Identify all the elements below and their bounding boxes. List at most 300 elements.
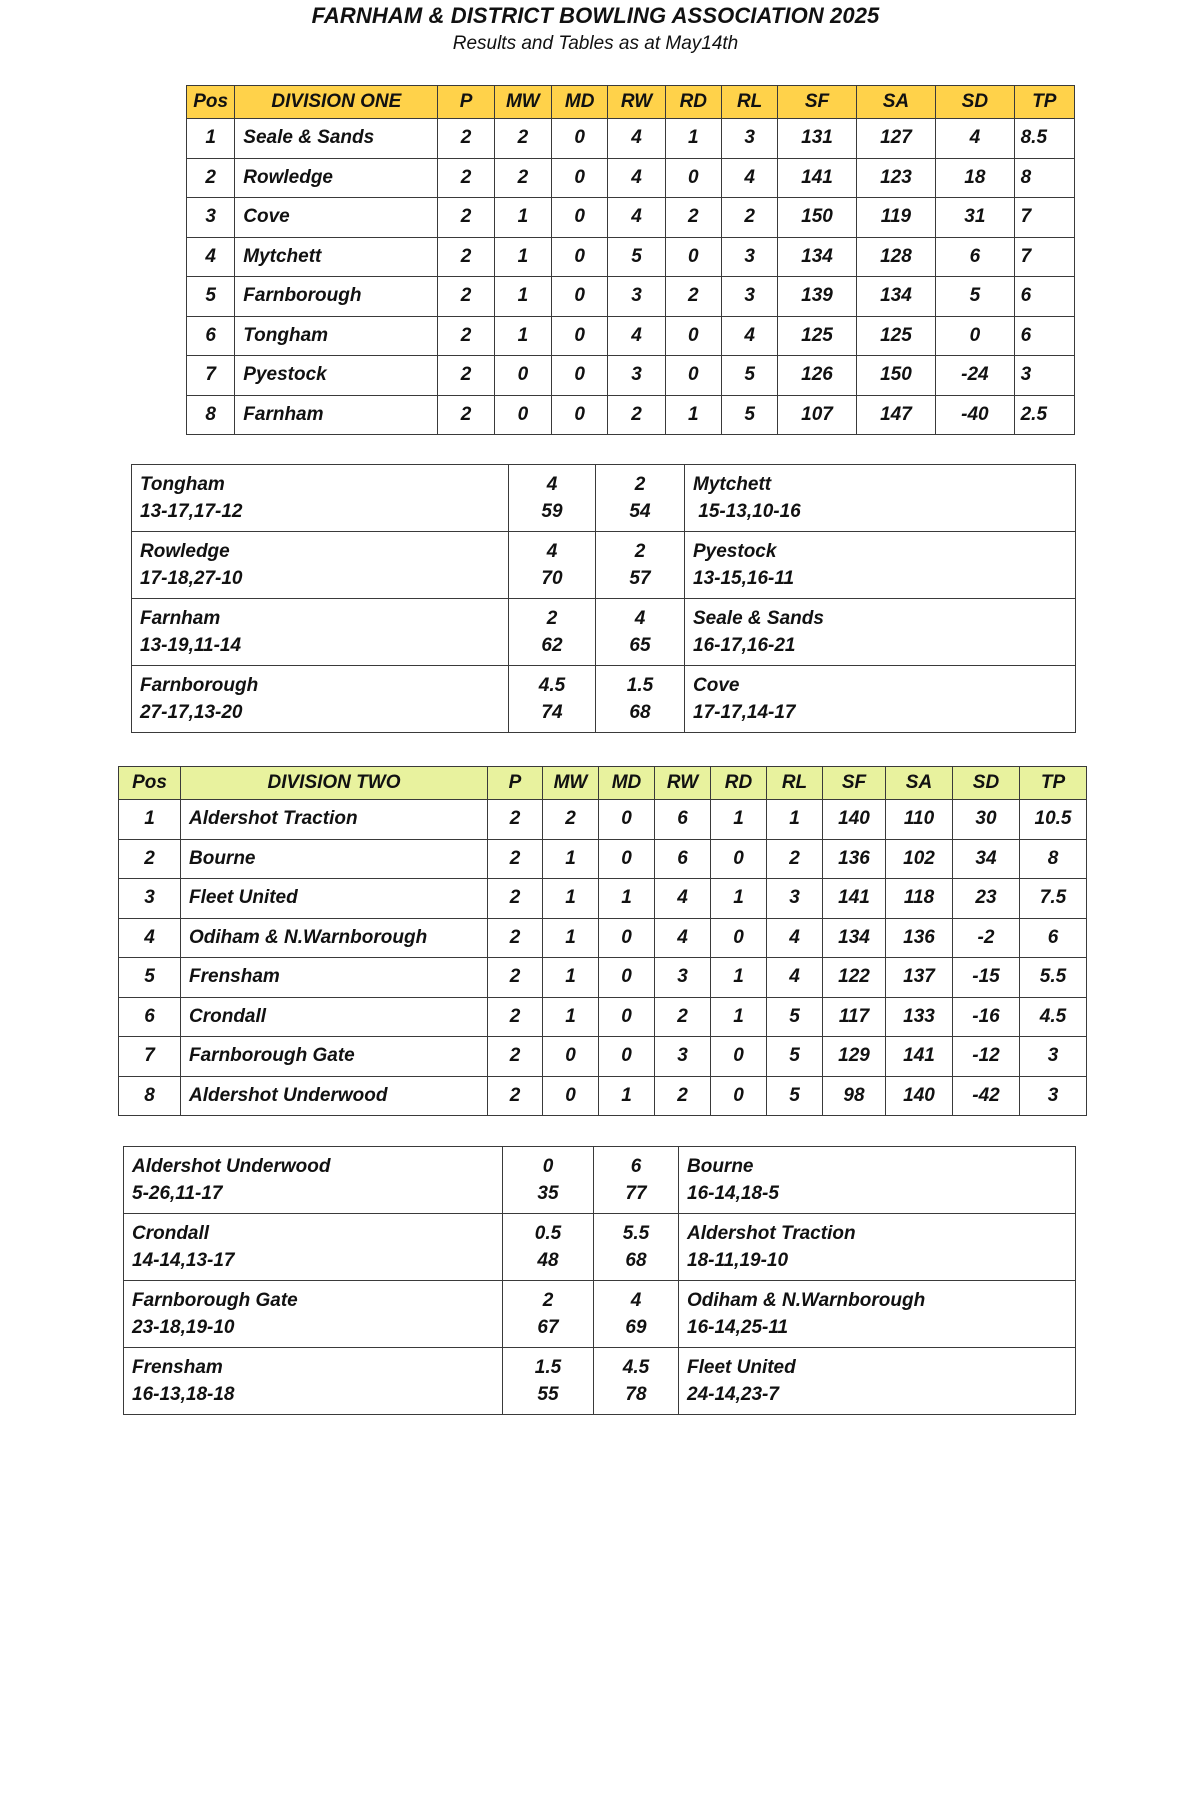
home-end-scores: 13-17,17-12: [140, 501, 243, 522]
result-cell: [685, 666, 1076, 733]
division-two-rows: [119, 800, 1087, 1116]
home-team: Farnborough: [140, 675, 259, 696]
header-sf: SF: [823, 767, 886, 800]
cell-md: 1: [599, 1076, 655, 1116]
cell-md: 0: [599, 1037, 655, 1077]
header-tp: TP: [1014, 86, 1074, 119]
cell-sd: 34: [953, 839, 1020, 879]
cell-rl: 3: [767, 879, 823, 919]
result-cell: [596, 532, 685, 599]
cell-sd: -42: [953, 1076, 1020, 1116]
away-shots: 65: [629, 635, 651, 656]
cell-rl: 3: [721, 237, 777, 277]
cell-tp: 8: [1014, 158, 1074, 198]
home-points: 0: [542, 1156, 554, 1177]
cell-team: Aldershot Traction: [181, 800, 488, 840]
cell-rw: 4: [655, 918, 711, 958]
home-points: 1.5: [534, 1357, 562, 1378]
result-cell: [132, 666, 509, 733]
result-cell: [132, 599, 509, 666]
cell-team: Odiham & N.Warnborough: [181, 918, 488, 958]
header-pos: Pos: [187, 86, 235, 119]
cell-p: 2: [488, 879, 543, 919]
cell-md: 0: [599, 958, 655, 998]
cell-rw: 2: [655, 997, 711, 1037]
cell-rw: 3: [655, 1037, 711, 1077]
cell-rd: 0: [665, 158, 721, 198]
cell-sf: 134: [823, 918, 886, 958]
cell-rd: 1: [665, 119, 721, 159]
cell-tp: 7: [1014, 198, 1074, 238]
cell-pos: 1: [119, 800, 181, 840]
header-tp: TP: [1020, 767, 1087, 800]
cell-rd: 1: [665, 395, 721, 435]
cell-sd: 18: [936, 158, 1014, 198]
cell-sa: 125: [856, 316, 935, 356]
cell-mw: 2: [494, 119, 551, 159]
cell-p: 2: [488, 1076, 543, 1116]
home-team: Tongham: [140, 474, 225, 495]
cell-sa: 140: [886, 1076, 953, 1116]
table-row: [187, 198, 1075, 238]
result-cell: [124, 1348, 503, 1415]
cell-rd: 0: [665, 316, 721, 356]
cell-rl: 5: [767, 997, 823, 1037]
cell-sa: 141: [886, 1037, 953, 1077]
cell-tp: 3: [1020, 1076, 1087, 1116]
table-header-row: [187, 86, 1075, 119]
away-points: 4: [630, 1290, 642, 1311]
cell-pos: 4: [119, 918, 181, 958]
home-points: 4: [546, 541, 558, 562]
home-shots: 55: [537, 1384, 559, 1405]
cell-tp: 6: [1014, 277, 1074, 317]
cell-tp: 8: [1020, 839, 1087, 879]
table-row: [119, 1037, 1087, 1077]
result-cell: [685, 465, 1076, 532]
cell-sd: 31: [936, 198, 1014, 238]
cell-rw: 2: [655, 1076, 711, 1116]
result-cell: [509, 465, 596, 532]
home-shots: 74: [541, 702, 563, 723]
table-row: [187, 158, 1075, 198]
cell-team: Pyestock: [235, 356, 438, 396]
cell-rd: 1: [711, 800, 767, 840]
cell-team: Rowledge: [235, 158, 438, 198]
cell-tp: 8.5: [1014, 119, 1074, 159]
cell-pos: 3: [187, 198, 235, 238]
home-team: Farnborough Gate: [132, 1290, 298, 1311]
away-end-scores: 16-14,25-11: [687, 1317, 789, 1338]
cell-sd: 0: [936, 316, 1014, 356]
away-team: Bourne: [687, 1156, 754, 1177]
away-points: 5.5: [622, 1223, 650, 1244]
table-row: [119, 918, 1087, 958]
result-cell: [685, 599, 1076, 666]
header-mw: MW: [494, 86, 551, 119]
result-cell: [594, 1281, 679, 1348]
away-team: Pyestock: [693, 541, 777, 562]
home-shots: 35: [537, 1183, 559, 1204]
home-shots: 70: [541, 568, 563, 589]
away-points: 1.5: [626, 675, 654, 696]
cell-rw: 6: [655, 800, 711, 840]
cell-sd: 4: [936, 119, 1014, 159]
cell-mw: 2: [494, 158, 551, 198]
home-end-scores: 16-13,18-18: [132, 1384, 235, 1405]
cell-rw: 4: [608, 316, 665, 356]
cell-rd: 0: [711, 1076, 767, 1116]
away-end-scores: 16-17,16-21: [693, 635, 796, 656]
result-row: [124, 1348, 1076, 1415]
cell-rl: 3: [721, 119, 777, 159]
cell-sf: 126: [778, 356, 856, 396]
cell-p: 2: [438, 198, 494, 238]
home-points: 2: [546, 608, 558, 629]
header-division: DIVISION ONE: [235, 86, 438, 119]
cell-team: Bourne: [181, 839, 488, 879]
away-points: 2: [634, 541, 646, 562]
cell-rl: 1: [767, 800, 823, 840]
cell-mw: 1: [494, 237, 551, 277]
cell-p: 2: [488, 1037, 543, 1077]
away-end-scores: 15-13,10-16: [693, 501, 801, 522]
home-end-scores: 13-19,11-14: [140, 635, 242, 656]
division-two-table: [118, 766, 1087, 1116]
cell-sa: 147: [856, 395, 935, 435]
cell-sa: 134: [856, 277, 935, 317]
cell-sd: 5: [936, 277, 1014, 317]
cell-team: Frensham: [181, 958, 488, 998]
result-cell: [594, 1147, 679, 1214]
cell-rl: 2: [721, 198, 777, 238]
cell-sd: 30: [953, 800, 1020, 840]
table-row: [187, 316, 1075, 356]
cell-md: 0: [599, 839, 655, 879]
cell-sa: 102: [886, 839, 953, 879]
away-team: Odiham & N.Warnborough: [687, 1290, 926, 1311]
header-rl: RL: [767, 767, 823, 800]
cell-team: Mytchett: [235, 237, 438, 277]
result-cell: [679, 1147, 1076, 1214]
table-row: [119, 997, 1087, 1037]
away-team: Aldershot Traction: [687, 1223, 856, 1244]
cell-tp: 3: [1020, 1037, 1087, 1077]
cell-team: Tongham: [235, 316, 438, 356]
header-rl: RL: [721, 86, 777, 119]
away-shots: 54: [629, 501, 651, 522]
cell-rd: 2: [665, 277, 721, 317]
cell-rw: 6: [655, 839, 711, 879]
cell-mw: 1: [543, 918, 599, 958]
away-shots: 68: [629, 702, 651, 723]
home-team: Rowledge: [140, 541, 230, 562]
header-division: DIVISION TWO: [181, 767, 488, 800]
home-end-scores: 14-14,13-17: [132, 1250, 235, 1271]
result-row: [132, 599, 1076, 666]
cell-pos: 1: [187, 119, 235, 159]
header-sa: SA: [856, 86, 935, 119]
cell-p: 2: [438, 356, 494, 396]
result-cell: [503, 1214, 594, 1281]
cell-rw: 4: [608, 198, 665, 238]
home-points: 2: [542, 1290, 554, 1311]
cell-tp: 7: [1014, 237, 1074, 277]
header-mw: MW: [543, 767, 599, 800]
result-cell: [596, 465, 685, 532]
cell-rw: 3: [608, 277, 665, 317]
cell-rd: 0: [711, 1037, 767, 1077]
cell-p: 2: [488, 839, 543, 879]
cell-p: 2: [488, 958, 543, 998]
cell-mw: 0: [543, 1037, 599, 1077]
cell-sf: 140: [823, 800, 886, 840]
home-shots: 62: [541, 635, 563, 656]
cell-sf: 117: [823, 997, 886, 1037]
cell-sa: 123: [856, 158, 935, 198]
cell-pos: 3: [119, 879, 181, 919]
result-cell: [503, 1147, 594, 1214]
cell-rl: 5: [721, 395, 777, 435]
division-one-table: [186, 85, 1075, 435]
cell-p: 2: [488, 997, 543, 1037]
result-cell: [685, 532, 1076, 599]
cell-tp: 7.5: [1020, 879, 1087, 919]
home-points: 4.5: [538, 675, 566, 696]
cell-sa: 128: [856, 237, 935, 277]
table-row: [119, 879, 1087, 919]
page-subtitle: Results and Tables as at May14th: [452, 33, 739, 54]
away-points: 2: [634, 474, 646, 495]
table-row: [187, 356, 1075, 396]
cell-sa: 136: [886, 918, 953, 958]
home-end-scores: 17-18,27-10: [140, 568, 243, 589]
cell-md: 0: [552, 395, 608, 435]
cell-sf: 98: [823, 1076, 886, 1116]
cell-p: 2: [488, 800, 543, 840]
cell-sf: 122: [823, 958, 886, 998]
result-cell: [124, 1214, 503, 1281]
cell-p: 2: [438, 119, 494, 159]
result-row: [132, 465, 1076, 532]
header-sf: SF: [778, 86, 856, 119]
cell-rd: 2: [665, 198, 721, 238]
cell-md: 0: [552, 119, 608, 159]
header-md: MD: [552, 86, 608, 119]
cell-md: 0: [599, 800, 655, 840]
result-cell: [124, 1147, 503, 1214]
cell-sd: 6: [936, 237, 1014, 277]
cell-tp: 5.5: [1020, 958, 1087, 998]
cell-sd: -40: [936, 395, 1014, 435]
cell-rl: 5: [721, 356, 777, 396]
away-team: Seale & Sands: [693, 608, 824, 629]
cell-rw: 4: [608, 119, 665, 159]
cell-rd: 0: [665, 237, 721, 277]
cell-md: 0: [599, 997, 655, 1037]
home-shots: 48: [537, 1250, 559, 1271]
cell-p: 2: [438, 158, 494, 198]
cell-mw: 1: [494, 277, 551, 317]
home-end-scores: 23-18,19-10: [132, 1317, 235, 1338]
cell-rl: 3: [721, 277, 777, 317]
cell-rd: 1: [711, 958, 767, 998]
home-team: Frensham: [132, 1357, 223, 1378]
home-points: 4: [546, 474, 558, 495]
away-points: 4.5: [622, 1357, 650, 1378]
header-md: MD: [599, 767, 655, 800]
cell-tp: 6: [1020, 918, 1087, 958]
cell-pos: 2: [187, 158, 235, 198]
result-cell: [594, 1348, 679, 1415]
cell-md: 1: [599, 879, 655, 919]
cell-rw: 3: [608, 356, 665, 396]
cell-team: Cove: [235, 198, 438, 238]
result-cell: [503, 1348, 594, 1415]
cell-tp: 3: [1014, 356, 1074, 396]
home-points: 0.5: [534, 1223, 562, 1244]
cell-mw: 1: [494, 198, 551, 238]
header-p: P: [438, 86, 494, 119]
cell-rw: 2: [608, 395, 665, 435]
result-row: [124, 1147, 1076, 1214]
away-team: Mytchett: [693, 474, 772, 495]
cell-mw: 2: [543, 800, 599, 840]
cell-pos: 7: [119, 1037, 181, 1077]
result-cell: [509, 532, 596, 599]
home-team: Aldershot Underwood: [132, 1156, 331, 1177]
cell-sf: 141: [823, 879, 886, 919]
header-sd: SD: [953, 767, 1020, 800]
cell-sf: 134: [778, 237, 856, 277]
away-end-scores: 24-14,23-7: [687, 1384, 779, 1405]
cell-mw: 1: [543, 958, 599, 998]
result-cell: [679, 1281, 1076, 1348]
result-cell: [596, 666, 685, 733]
division-one-results: [131, 464, 1076, 733]
cell-sd: -2: [953, 918, 1020, 958]
cell-sf: 150: [778, 198, 856, 238]
result-row: [132, 666, 1076, 733]
result-cell: [132, 532, 509, 599]
cell-rd: 1: [711, 879, 767, 919]
cell-team: Farnham: [235, 395, 438, 435]
cell-sd: -15: [953, 958, 1020, 998]
cell-rl: 2: [767, 839, 823, 879]
cell-pos: 2: [119, 839, 181, 879]
cell-team: Farnborough: [235, 277, 438, 317]
page-title: FARNHAM & DISTRICT BOWLING ASSOCIATION 2025: [311, 3, 880, 28]
cell-pos: 8: [187, 395, 235, 435]
cell-p: 2: [438, 316, 494, 356]
cell-md: 0: [599, 918, 655, 958]
cell-tp: 4.5: [1020, 997, 1087, 1037]
cell-rw: 4: [608, 158, 665, 198]
cell-mw: 0: [494, 395, 551, 435]
cell-tp: 6: [1014, 316, 1074, 356]
cell-md: 0: [552, 356, 608, 396]
away-shots: 77: [625, 1183, 647, 1204]
cell-team: Crondall: [181, 997, 488, 1037]
cell-rl: 5: [767, 1037, 823, 1077]
cell-rd: 0: [665, 356, 721, 396]
cell-md: 0: [552, 237, 608, 277]
division-one-rows: [187, 119, 1075, 435]
cell-sd: -24: [936, 356, 1014, 396]
cell-team: Aldershot Underwood: [181, 1076, 488, 1116]
result-cell: [509, 599, 596, 666]
cell-team: Fleet United: [181, 879, 488, 919]
cell-mw: 0: [494, 356, 551, 396]
away-end-scores: 18-11,19-10: [687, 1250, 789, 1271]
away-shots: 68: [625, 1250, 647, 1271]
cell-mw: 0: [543, 1076, 599, 1116]
result-cell: [679, 1214, 1076, 1281]
table-header-row: [119, 767, 1087, 800]
away-shots: 69: [625, 1317, 647, 1338]
cell-p: 2: [438, 277, 494, 317]
cell-pos: 6: [187, 316, 235, 356]
home-shots: 67: [537, 1317, 559, 1338]
table-row: [187, 395, 1075, 435]
cell-sd: -16: [953, 997, 1020, 1037]
cell-rl: 5: [767, 1076, 823, 1116]
header-pos: Pos: [119, 767, 181, 800]
cell-tp: 2.5: [1014, 395, 1074, 435]
cell-rl: 4: [721, 316, 777, 356]
cell-mw: 1: [543, 839, 599, 879]
table-row: [187, 119, 1075, 159]
header-sd: SD: [936, 86, 1014, 119]
cell-sd: 23: [953, 879, 1020, 919]
away-shots: 57: [629, 568, 651, 589]
away-end-scores: 17-17,14-17: [693, 702, 796, 723]
cell-mw: 1: [543, 997, 599, 1037]
cell-sf: 107: [778, 395, 856, 435]
cell-sd: -12: [953, 1037, 1020, 1077]
header-rd: RD: [711, 767, 767, 800]
away-shots: 78: [625, 1384, 647, 1405]
cell-sa: 110: [886, 800, 953, 840]
cell-sf: 141: [778, 158, 856, 198]
cell-sa: 137: [886, 958, 953, 998]
home-team: Crondall: [132, 1223, 210, 1244]
cell-team: Seale & Sands: [235, 119, 438, 159]
result-cell: [132, 465, 509, 532]
table-row: [187, 277, 1075, 317]
cell-md: 0: [552, 316, 608, 356]
table-row: [119, 839, 1087, 879]
cell-rw: 5: [608, 237, 665, 277]
result-row: [124, 1281, 1076, 1348]
header-sa: SA: [886, 767, 953, 800]
cell-pos: 8: [119, 1076, 181, 1116]
cell-sa: 127: [856, 119, 935, 159]
result-cell: [596, 599, 685, 666]
cell-rl: 4: [767, 958, 823, 998]
header-p: P: [488, 767, 543, 800]
header-rw: RW: [608, 86, 665, 119]
header-rd: RD: [665, 86, 721, 119]
cell-mw: 1: [494, 316, 551, 356]
cell-rw: 4: [655, 879, 711, 919]
cell-rd: 0: [711, 839, 767, 879]
table-row: [119, 800, 1087, 840]
home-end-scores: 27-17,13-20: [140, 702, 243, 723]
cell-sf: 129: [823, 1037, 886, 1077]
cell-sf: 125: [778, 316, 856, 356]
cell-pos: 5: [187, 277, 235, 317]
